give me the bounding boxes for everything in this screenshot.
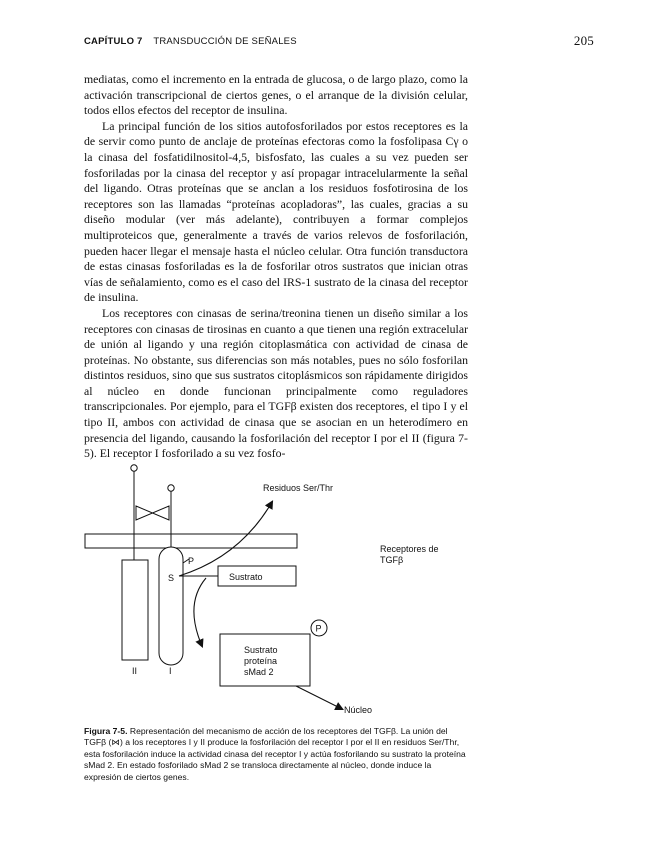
- body-text: [84, 72, 468, 462]
- ligand-icon: [136, 506, 169, 520]
- phospho-label-small: P: [188, 556, 195, 566]
- paragraph-2: La principal función de los sitios autofosforilados por estos receptores es la de servir como punto de anclaje de proteínas efectoras como la fosfolipasa Cγ o la cinasa del fosfatidilnositol-4,5, bisfosfato, las cuales a su vez pueden ser fosforiladas por la cinasa del receptor y así propagar intracelularmente la señal del ligando. Otras proteínas que se anclan a los residuos fosfotirosina de los receptores son las llamadas “proteínas acopladoras”, las cuales, gracias a su diseño modular (ver más adelante), contribuyen a formar complejos multiproteicos que, generalmente a través de varios relevos de fosforilación, pueden hacer llegar el mensaje hasta el núcleo celular. Otra función transductora de estas cinasas fosforiladas es la de fosforilar otros sustratos que inician otras vías de señalamiento, como es el caso del IRS-1 sustrato de la cinasa del receptor de insulina.: [84, 118, 468, 305]
- section-title: TRANSDUCCIÓN DE SEÑALES: [153, 36, 297, 47]
- paragraph-3: Los receptores con cinasas de serina/treonina tienen un diseño similar a los receptores con cinasas de tirosinas en cuanto a que tienen una región extracelular de unión al ligando y una región citoplasmática con actividad de cinasa de proteínas. No obstante, sus diferencias son más notables, pues no sólo fosforilan distintos residuos, sino que sus sustratos citoplásmicos son rápidamente dirigidos al núcleo en donde funcionan principalmente como reguladores transcripcionales. Por ejemplo, para el TGFβ existen dos receptores, el tipo I y el tipo II, ambos con actividad de cinasa que se asocian en un heterodímero en presencia del ligando, causando la fosforilación del receptor I por el II (figura 7-5). El receptor I fosforilado a su vez fosfo-: [84, 305, 468, 461]
- nucleus-arrow: [296, 686, 342, 709]
- receptors-label-2: TGFβ: [380, 555, 404, 565]
- receptor-i-label: I: [169, 666, 172, 676]
- phospho-circle-label: P: [315, 623, 322, 634]
- residues-label: Residuos Ser/Thr: [263, 483, 334, 493]
- page-number: 205: [573, 33, 594, 48]
- caption-text: Representación del mecanismo de acción de los receptores del TGFβ. La unión del TGFβ (⋈) a los receptores I y II produce la fosforilación del receptor I por el II en residuos Ser/Thr, esta fosforilación induce la actividad cinasa del receptor I y actúa fosforilando su sustrato la proteína sMad 2. En estado fosforilado sMad 2 se transloca directamente al núcleo, donde induce la expresión de ciertos genes.: [84, 726, 466, 782]
- caption-label: Figura 7-5.: [84, 726, 128, 736]
- running-header: [84, 33, 594, 56]
- receptor-ii: [122, 465, 148, 660]
- nucleus-label: Núcleo: [344, 705, 373, 715]
- cell-membrane: [85, 534, 297, 548]
- paragraph-1: mediatas, como el incremento en la entrada de glucosa, o de largo plazo, como la activación transcripcional de ciertos genes, o el arranque de la división celular, todos ellos efectos del receptor de insulina.: [84, 72, 468, 118]
- smad2-label-3: sMad 2: [244, 667, 274, 677]
- receptor-ii-label: II: [132, 666, 138, 676]
- smad2-label-2: proteína: [244, 656, 278, 666]
- figure-7-5: [80, 462, 480, 722]
- site-s-label: S: [168, 573, 175, 583]
- chapter-label: CAPÍTULO 7: [84, 36, 143, 47]
- sustrato-label: Sustrato: [229, 572, 263, 582]
- smad2-label-1: Sustrato: [244, 645, 278, 655]
- receptors-label-1: Receptores de: [380, 544, 439, 554]
- substrate-arrow: [194, 578, 206, 646]
- figure-caption: [84, 726, 468, 783]
- tgfb-diagram: [80, 462, 480, 722]
